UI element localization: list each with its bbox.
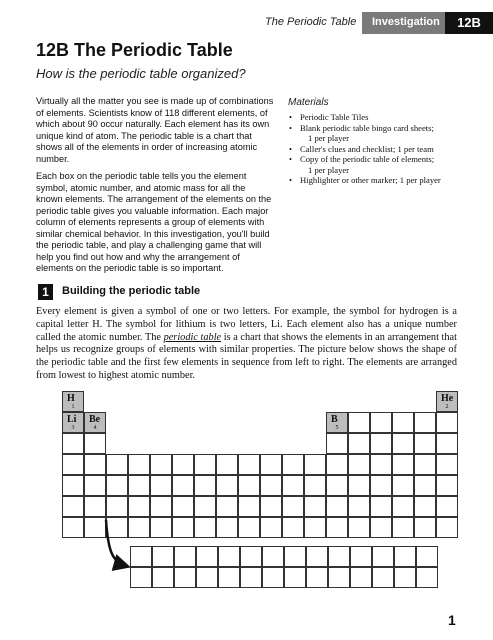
materials-item: • Highlighter or other marker; 1 per player [288, 175, 488, 186]
section-title: Building the periodic table [62, 285, 201, 297]
materials-item: • Copy of the periodic table of elements; 1 per player [288, 154, 488, 175]
header-investigation-label: Investigation [372, 16, 440, 28]
header-section-title: The Periodic Table [265, 16, 357, 28]
element-atomic-number: 4 [93, 425, 97, 431]
element-atomic-number: 3 [71, 425, 75, 431]
intro-paragraph: Virtually all the matter you see is made up of combinations of elements. Scientists know of 118 different elements, of which about 90 occur naturally. Each element has its own unique kind of atom. The periodic table is a chart that shows all of the elements in order of increasing atomic number. [36, 96, 274, 164]
page-title: 12B The Periodic Table [36, 40, 233, 60]
element-symbol: B [331, 414, 338, 425]
header-investigation-code: 12B [445, 12, 493, 34]
section-body-text: Every element is given a symbol of one or two letters. For example, the symbol for hydrogen is a capital letter H. The symbol for lithium is two letters, Li. Each element also has a unique number called the atomic number. The periodic table is a chart that shows the elements in an arrangement that helps us recognize groups of elements with similar properties. The picture below shows the shape of the periodic table and the first few elements in sequence from left to right. The elements are arranged from lowest to highest atomic number. [36, 306, 457, 381]
element-atomic-number: 1 [71, 404, 75, 410]
element-symbol: H [67, 393, 75, 404]
materials-heading: Materials [288, 97, 329, 108]
page-number: 1 [448, 612, 456, 628]
element-symbol: He [441, 393, 454, 404]
section-number-badge: 1 [38, 284, 53, 300]
intro-paragraph: Each box on the periodic table tells you the element symbol, atomic number, and atomic mass for all the known elements. The arrangement of the elements on the periodic table gives you valuable information. Each major column of elements represents a group of elements with similar chemical behavior. In this investigation, you'll build the periodic table, and play a challenging game that will help you find out how and why the arrangement of elements on the periodic table is so important. [36, 171, 272, 273]
materials-item: • Blank periodic table bingo card sheets; 1 per player [288, 123, 488, 144]
element-symbol: Li [67, 414, 77, 425]
materials-item: • Periodic Table Tiles [288, 112, 488, 123]
element-atomic-number: 5 [335, 425, 339, 431]
element-symbol: Be [89, 414, 101, 425]
lanthanide-arrow [106, 520, 126, 566]
page-subtitle: How is the periodic table organized? [36, 66, 246, 81]
element-atomic-number: 2 [445, 404, 449, 410]
materials-item: • Caller's clues and checklist; 1 per team [288, 144, 488, 155]
periodic-table-keyword: periodic table [163, 331, 222, 343]
